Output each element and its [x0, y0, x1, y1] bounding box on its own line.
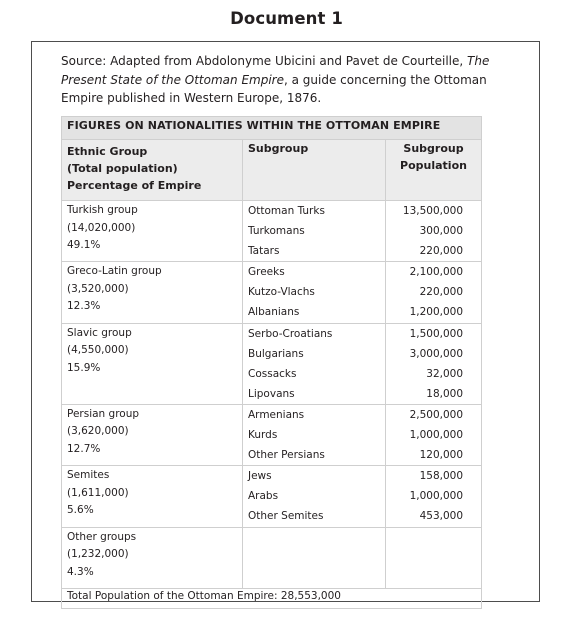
ethnic-group-cell [62, 201, 243, 262]
source-book-title: The Present State of the Ottoman Empire [61, 54, 490, 87]
table-row [62, 201, 482, 262]
subgroup-cell [243, 466, 386, 527]
subgroup-name: Lipovans [248, 387, 295, 400]
subgroup-population: 32,000 [426, 367, 464, 380]
source-suffix: , a guide concerning the Ottoman Empire published in Western Europe, 1876. [61, 72, 487, 105]
group-name: Semites [67, 469, 110, 482]
ethnic-group-header [62, 140, 243, 201]
subgroup-cell [243, 527, 386, 588]
subgroup-population: 3,000,000 [409, 347, 464, 360]
subgroup-name: Kurds [248, 429, 278, 442]
subgroup-name: Other Semites [248, 510, 324, 523]
subgroup-name: Cossacks [248, 367, 297, 380]
population-cell [386, 527, 482, 588]
subgroup-population: 300,000 [419, 225, 464, 238]
group-name: Turkish group [67, 204, 138, 216]
group-total: (1,611,000) [67, 486, 129, 499]
header-population-line1: Subgroup [403, 142, 464, 155]
population-cell [386, 466, 482, 527]
group-total: (1,232,000) [67, 548, 129, 560]
subgroup-cell [243, 323, 386, 404]
header-total-line: (Total population) [67, 162, 178, 175]
ethnic-group-cell [62, 466, 243, 527]
population-header [386, 140, 482, 201]
header-percent-line: Percentage of Empire [67, 179, 202, 192]
group-total: (14,020,000) [67, 221, 136, 234]
subgroup-name: Greeks [248, 266, 285, 279]
subgroup-header [243, 140, 386, 201]
table-header-row [62, 140, 482, 201]
population-cell [386, 404, 482, 465]
population-cell [386, 262, 482, 323]
total-population: Total Population of the Ottoman Empire: 28,553,000 [62, 588, 482, 608]
subgroup-population: 453,000 [419, 510, 464, 523]
table-row [62, 404, 482, 465]
subgroup-name [243, 528, 385, 548]
subgroup-name: Turkomans [248, 225, 305, 238]
table-row [62, 323, 482, 404]
subgroup-name: Serbo-Croatians [248, 327, 333, 340]
subgroup-population: 1,200,000 [409, 306, 464, 319]
population-cell [386, 201, 482, 262]
subgroup-name [243, 568, 385, 588]
group-percent: 12.7% [67, 442, 101, 455]
group-total: (3,620,000) [67, 425, 129, 438]
group-name: Slavic group [67, 326, 132, 339]
ethnic-group-cell [62, 262, 243, 323]
group-percent: 5.6% [67, 504, 94, 517]
header-population-line2: Population [400, 159, 467, 172]
source-citation [61, 52, 531, 108]
document-title: Document 1 [230, 9, 343, 28]
ethnic-group-cell [62, 404, 243, 465]
subgroup-population: 2,500,000 [409, 408, 464, 421]
group-percent: 49.1% [67, 239, 101, 251]
subgroup-population [386, 568, 481, 588]
subgroup-name [243, 548, 385, 568]
subgroup-name: Ottoman Turks [248, 205, 325, 217]
subgroup-population: 120,000 [419, 449, 464, 462]
subgroup-population: 158,000 [419, 470, 464, 483]
group-name: Persian group [67, 407, 140, 420]
subgroup-population: 1,000,000 [409, 490, 464, 503]
subgroup-population: 1,500,000 [409, 327, 464, 340]
table-row [62, 527, 482, 588]
subgroup-population [386, 528, 481, 548]
subgroup-population: 1,000,000 [409, 429, 464, 442]
table-row [62, 262, 482, 323]
group-percent: 15.9% [67, 361, 101, 374]
subgroup-name: Other Persians [248, 449, 325, 462]
subgroup-population: 220,000 [419, 245, 464, 258]
subgroup-population: 13,500,000 [402, 205, 464, 217]
nationalities-table [61, 116, 482, 609]
ethnic-group-cell [62, 527, 243, 588]
subgroup-name: Tatars [248, 245, 280, 258]
subgroup-name: Kutzo-Vlachs [248, 286, 315, 299]
subgroup-name: Arabs [248, 490, 279, 503]
group-total: (4,550,000) [67, 344, 129, 357]
table-row [62, 466, 482, 527]
subgroup-cell [243, 262, 386, 323]
population-cell [386, 323, 482, 404]
group-name: Greco-Latin group [67, 265, 162, 278]
group-percent: 12.3% [67, 300, 101, 313]
subgroup-population [386, 548, 481, 568]
subgroup-name: Bulgarians [248, 347, 304, 360]
subgroup-population: 18,000 [426, 387, 464, 400]
subgroup-cell [243, 404, 386, 465]
source-prefix: Source: Adapted from Abdolonyme Ubicini and Pavet de Courteille, [61, 54, 468, 68]
subgroup-name: Albanians [248, 306, 300, 319]
group-percent: 4.3% [67, 565, 94, 578]
ethnic-group-cell [62, 323, 243, 404]
header-subgroup: Subgroup [248, 142, 309, 155]
subgroup-name: Armenians [248, 408, 305, 421]
subgroup-population: 220,000 [419, 286, 464, 299]
subgroup-population: 2,100,000 [409, 266, 464, 279]
group-name: Other groups [67, 530, 137, 543]
subgroup-cell [243, 201, 386, 262]
subgroup-name: Jews [248, 470, 272, 483]
table-caption: FIGURES ON NATIONALITIES WITHIN THE OTTOMAN EMPIRE [62, 117, 482, 140]
header-group-line: Ethnic Group [67, 145, 148, 158]
group-total: (3,520,000) [67, 282, 129, 295]
